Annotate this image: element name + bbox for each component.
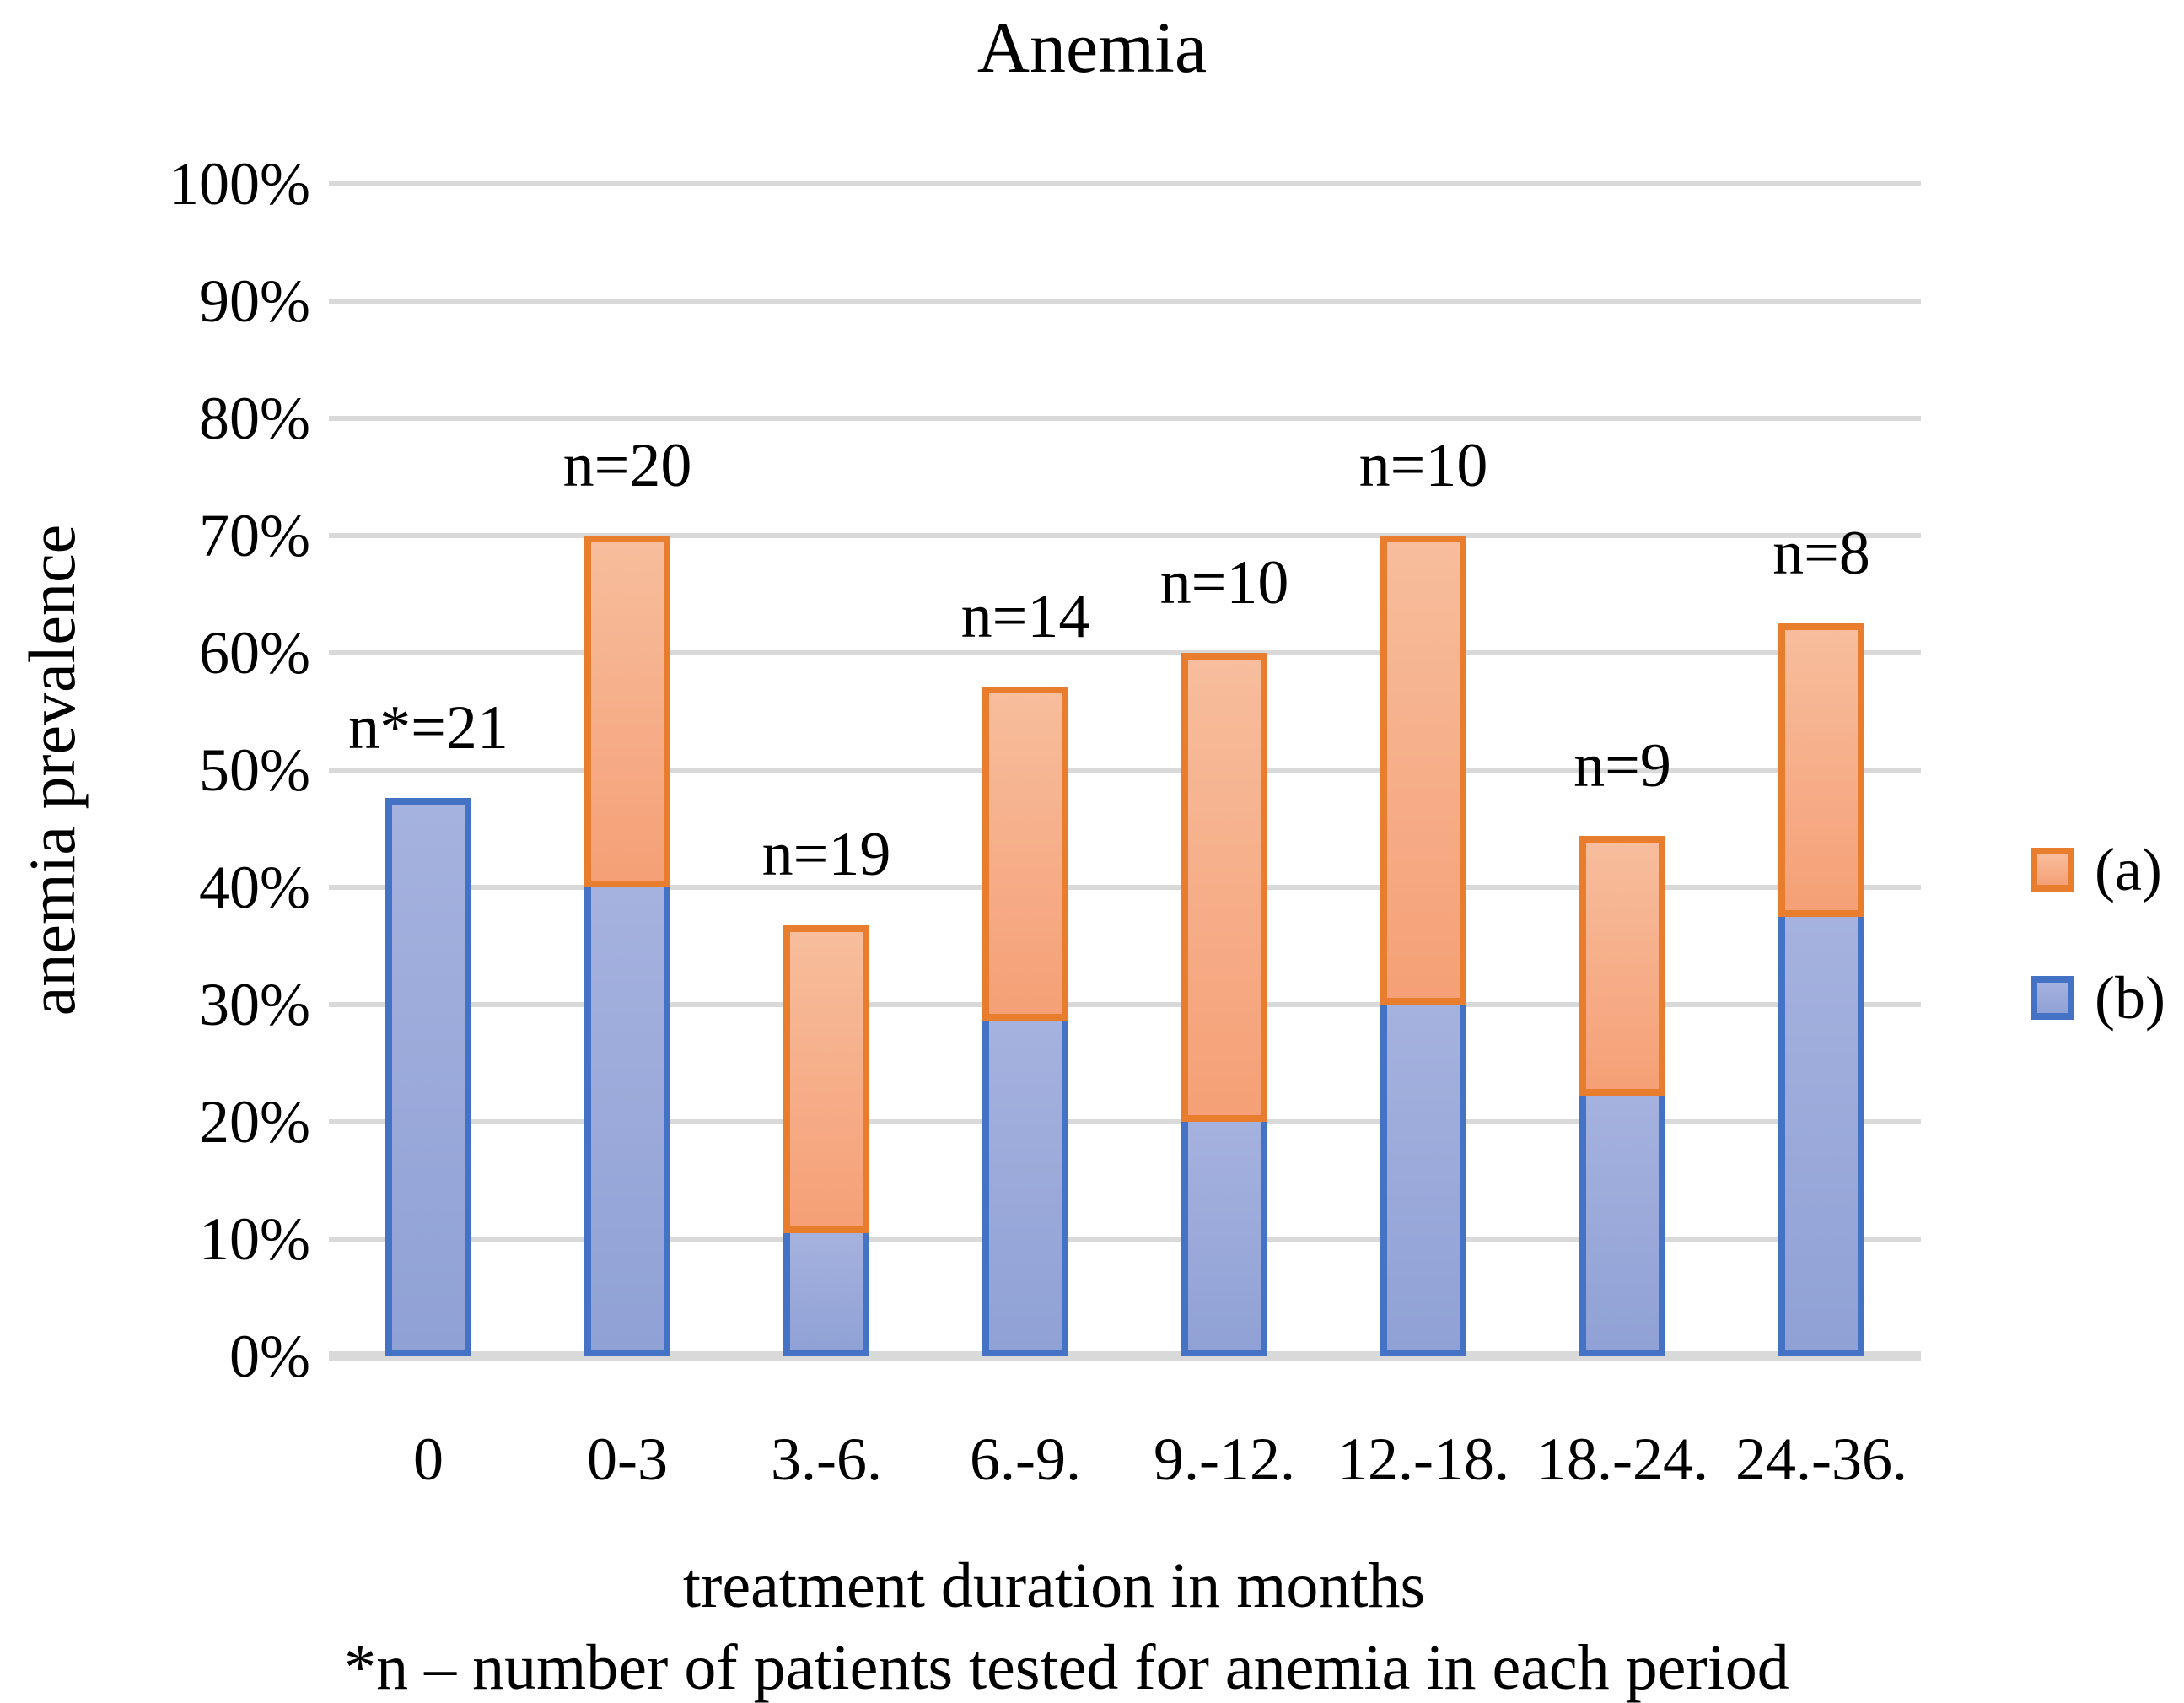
y-tick-20%: 20% bbox=[199, 1088, 310, 1156]
y-tick-30%: 30% bbox=[199, 971, 310, 1038]
y-tick-50%: 50% bbox=[199, 736, 310, 804]
bar-0-segment-b bbox=[385, 798, 471, 1356]
bar-annotation-6.-9.: n=14 bbox=[960, 582, 1090, 652]
gridline-20% bbox=[329, 1119, 1921, 1124]
gridline-100% bbox=[329, 181, 1921, 186]
x-label-18.-24.: 18.-24. bbox=[1536, 1425, 1708, 1493]
bar-12.-18.-segment-b bbox=[1380, 1005, 1466, 1356]
gridline-70% bbox=[329, 533, 1921, 538]
bar-9.-12. bbox=[1181, 184, 1267, 1356]
legend-item-b bbox=[2031, 964, 2165, 1032]
gridline-40% bbox=[329, 885, 1921, 890]
legend-label-a: (a) bbox=[2095, 836, 2162, 903]
bar-3.-6.-segment-a bbox=[783, 925, 869, 1234]
y-tick-100%: 100% bbox=[169, 150, 310, 218]
bar-6.-9.-segment-a bbox=[982, 687, 1068, 1021]
bar-6.-9.-segment-b bbox=[982, 1021, 1068, 1356]
bar-18.-24.-segment-b bbox=[1579, 1096, 1665, 1356]
legend-item-a bbox=[2031, 836, 2162, 903]
bar-0 bbox=[385, 184, 471, 1356]
y-tick-0%: 0% bbox=[229, 1323, 310, 1390]
y-tick-40%: 40% bbox=[199, 854, 310, 921]
y-axis-title: anemia prevalence bbox=[15, 524, 89, 1016]
bar-3.-6.-segment-b bbox=[783, 1233, 869, 1356]
bar-3.-6. bbox=[783, 184, 869, 1356]
bar-9.-12.-segment-b bbox=[1181, 1122, 1267, 1356]
bar-annotation-9.-12.: n=10 bbox=[1159, 548, 1289, 617]
gridline-90% bbox=[329, 299, 1921, 304]
bar-annotation-0: n*=21 bbox=[348, 693, 508, 763]
legend-label-b: (b) bbox=[2095, 964, 2165, 1032]
x-label-3.-6.: 3.-6. bbox=[771, 1425, 882, 1493]
x-label-24.-36.: 24.-36. bbox=[1735, 1425, 1907, 1493]
bar-0-3-segment-b bbox=[584, 887, 670, 1356]
bar-24.-36.-segment-b bbox=[1778, 917, 1864, 1356]
x-label-0: 0 bbox=[413, 1425, 444, 1493]
plot-area bbox=[329, 184, 1921, 1356]
gridline-50% bbox=[329, 768, 1921, 773]
x-label-6.-9.: 6.-9. bbox=[970, 1425, 1081, 1493]
bar-annotation-18.-24.: n=9 bbox=[1573, 730, 1671, 800]
bar-annotation-0-3: n=20 bbox=[562, 431, 692, 500]
chart-title: Anemia bbox=[976, 7, 1208, 88]
gridline-60% bbox=[329, 650, 1921, 655]
bar-annotation-12.-18.: n=10 bbox=[1358, 431, 1488, 500]
bar-annotation-3.-6.: n=19 bbox=[761, 820, 891, 890]
bar-0-3 bbox=[584, 184, 670, 1356]
gridline-30% bbox=[329, 1002, 1921, 1007]
bar-24.-36. bbox=[1778, 184, 1864, 1356]
bar-0-3-segment-a bbox=[584, 536, 670, 887]
y-tick-10%: 10% bbox=[199, 1205, 310, 1273]
y-tick-90%: 90% bbox=[199, 267, 310, 335]
legend-swatch-a-orange bbox=[2031, 848, 2074, 892]
x-label-9.-12.: 9.-12. bbox=[1154, 1425, 1295, 1493]
y-tick-80%: 80% bbox=[199, 385, 310, 452]
bar-12.-18.-segment-a bbox=[1380, 536, 1466, 1005]
gridline-10% bbox=[329, 1237, 1921, 1242]
bar-24.-36.-segment-a bbox=[1778, 623, 1864, 917]
x-axis-baseline bbox=[329, 1351, 1921, 1361]
bar-9.-12.-segment-a bbox=[1181, 653, 1267, 1122]
bar-18.-24.-segment-a bbox=[1579, 836, 1665, 1097]
x-label-0-3: 0-3 bbox=[587, 1425, 668, 1493]
x-axis-title: treatment duration in months bbox=[682, 1550, 1426, 1621]
y-tick-70%: 70% bbox=[199, 502, 310, 569]
x-label-12.-18.: 12.-18. bbox=[1337, 1425, 1509, 1493]
y-tick-60%: 60% bbox=[199, 619, 310, 687]
bar-6.-9. bbox=[982, 184, 1068, 1356]
bar-annotation-24.-36.: n=8 bbox=[1772, 519, 1870, 589]
gridline-80% bbox=[329, 416, 1921, 421]
bar-12.-18. bbox=[1380, 184, 1466, 1356]
legend-swatch-b-blue bbox=[2031, 976, 2074, 1020]
footnote: *n – number of patients tested for anemia in each period bbox=[344, 1632, 1789, 1703]
